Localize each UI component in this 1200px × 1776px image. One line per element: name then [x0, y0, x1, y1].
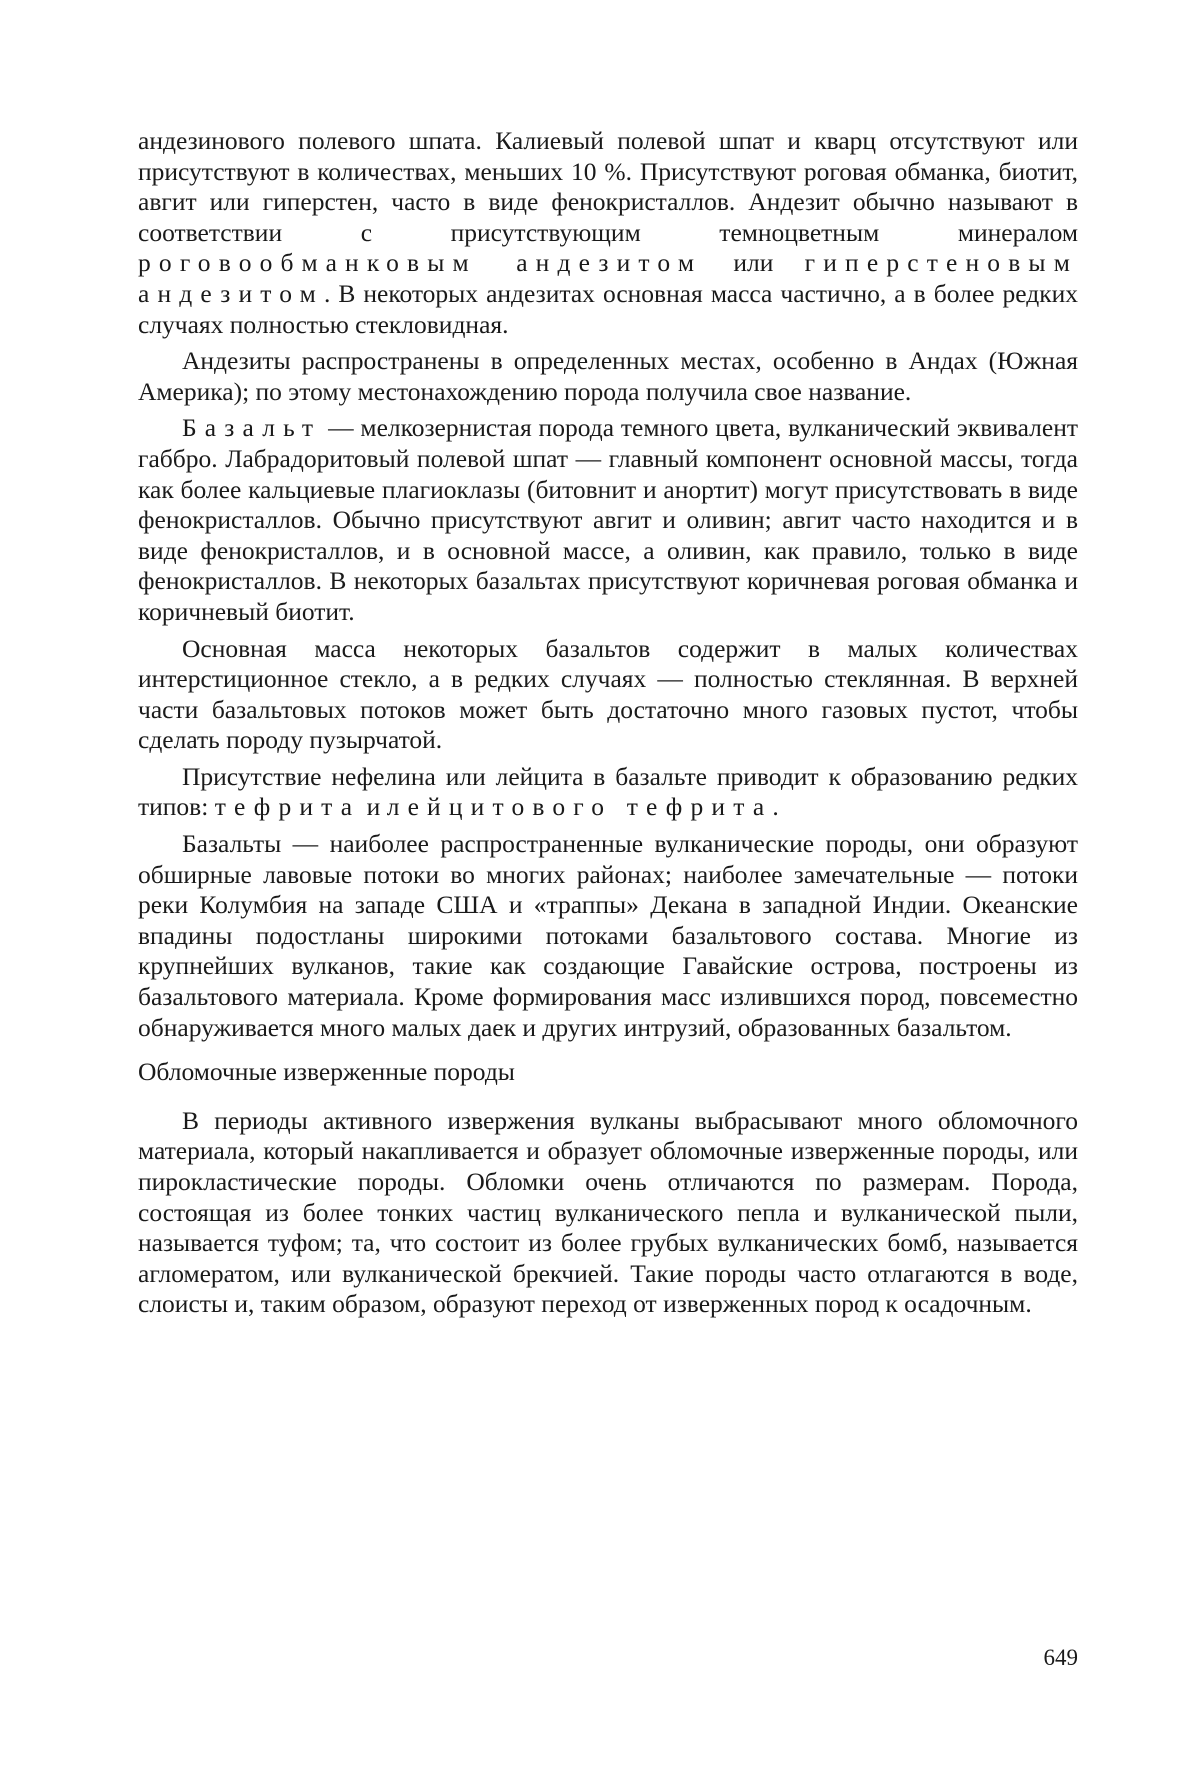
term-hornblende-andesite: роговообманковым андезитом	[138, 248, 702, 277]
term-leucite-tephrite: лейцитового тефрита	[387, 792, 773, 821]
book-page	[0, 0, 1200, 1776]
term-hypersthene-andesite: гиперстеновым андезитом	[138, 248, 1078, 308]
paragraph-andesite-distribution: Андезиты распространены в определенных местах, особенно в Андах (Южная Америка); по этому местонахождению порода получила свое название.	[138, 346, 1078, 407]
page-body	[138, 126, 1078, 1326]
andesite-text-2: или	[702, 248, 804, 277]
section-heading: Обломочные изверженные породы	[138, 1057, 1078, 1088]
andesite-text-3: . В некоторых андезитах основная масса частично, а в более редких случаях полностью стекловидная.	[138, 279, 1078, 339]
paragraph-basalt-occurrence: Базальты — наиболее распространенные вулканические породы, они образуют обширные лавовые потоки во многих районах; наиболее замечательные — потоки реки Колумбия на западе США и «траппы» Декана в западной Индии. Океанские впадины подостланы широкими потоками базальтового состава. Многие из крупнейших вулканов, такие как создающие Гавайские острова, построены из базальтового материала. Кроме формирования масс излившихся пород, повсеместно обнаруживается много малых даек и других интрузий, образованных базальтом.	[138, 829, 1078, 1043]
page-number: 649	[1008, 1645, 1078, 1671]
paragraph-basalt-groundmass: Основная масса некоторых базальтов содержит в малых количествах интерстиционное стекло, а в редких случаях — полностью стеклянная. В верхней части базальтовых потоков может быть достаточно много газовых пустот, чтобы сделать породу пузырчатой.	[138, 634, 1078, 756]
tephrite-text-2: и	[360, 792, 386, 821]
paragraph-pyroclastic-rocks: В периоды активного извержения вулканы выбрасывают много обломочного материала, который накапливается и образует обломочные изверженные породы, или пирокластические породы. Обломки очень отличаются по размерам. Порода, состоящая из более тонких частиц вулканического пепла и вулканической пыли, называется туфом; та, что состоит из более грубых вулканических бомб, называется агломератом, или вулканической брекчией. Такие породы часто отлагаются в воде, слоисты и, таким образом, образуют переход от изверженных пород к осадочным.	[138, 1106, 1078, 1320]
paragraph-basalt-definition	[138, 413, 1078, 627]
paragraph-basalt-tephrite	[138, 762, 1078, 823]
tephrite-text-1: Присутствие нефелина или лейцита в базальте приводит к образованию редких типов:	[138, 762, 1078, 822]
andesite-text-1: андезинового полевого шпата. Калиевый полевой шпат и кварц отсутствуют или присутствуют в количествах, меньших 10 %. Присутствуют роговая обманка, биотит, авгит или гиперстен, часто в виде фенокристаллов. Андезит обычно называют в соответствии с присутствующим темноцветным минералом	[138, 126, 1078, 247]
tephrite-text-3: .	[772, 792, 778, 821]
term-basalt: Базальт	[182, 413, 321, 442]
basalt-text-1: — мелкозернистая порода темного цвета, вулканический эквивалент габбро. Лабрадоритовый полевой шпат — главный компонент основной массы, тогда как более кальциевые плагиоклазы (битовнит и анортит) могут присутствовать в виде фенокристаллов. Обычно присутствуют авгит и оливин; авгит часто находится и в виде фенокристаллов, и в основной массе, а оливин, как правило, только в виде фенокристаллов. В некоторых базальтах присутствуют коричневая роговая обманка и коричневый биотит.	[138, 413, 1078, 626]
paragraph-andesite-continued	[138, 126, 1078, 340]
term-tephrite: тефрита	[215, 792, 361, 821]
